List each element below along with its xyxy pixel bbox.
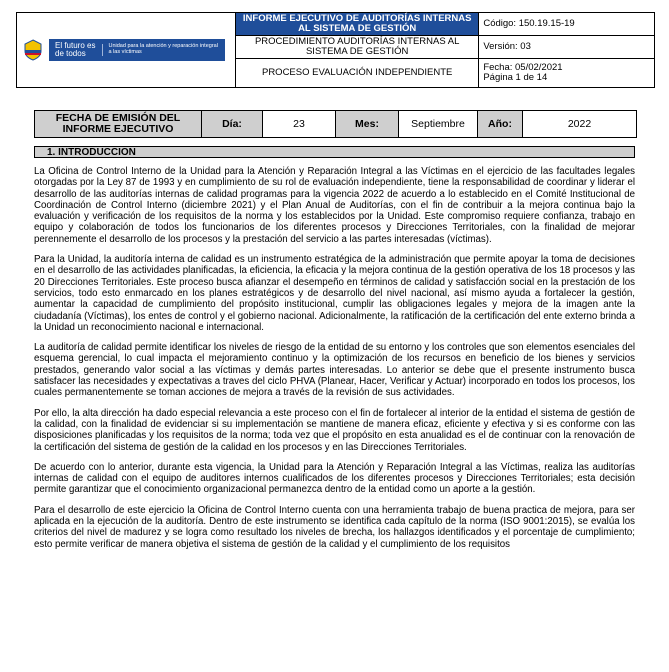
paragraph: Para el desarrollo de este ejercicio la Oficina de Control Interno cuenta con una herramienta trabajo de buena practica de mejora, para ser aplicada en la ejecución de la auditoría. Dentro de este instrumento se identifica cada capítulo de la norma (ISO 9001:2015), se evalúa los criterios del nivel de madurez y se logra como resultado los niveles de brecha, los hallazgos identificados y el porcentaje de cumplimiento; esto permite verificar de manera objetiva el sistema de gestión de la calidad y el cumplimiento de los requisitos (34, 504, 635, 550)
section-heading: 1. INTRODUCCION (34, 146, 635, 158)
brand-line: El futuro es de todos (55, 41, 96, 58)
month-value: Septiembre (399, 111, 478, 138)
paragraph: De acuerdo con lo anterior, durante esta vigencia, la Unidad para la Atención y Reparación Integral a las Víctimas, realiza las auditorías internas de calidad con el equipo de auditores internos cualificados de los diferentes procesos y Direcciones Territoriales; esta decisión permite garantizar que el conocimiento organizacional permanezca dentro de la entidad como un aporte a la gestión. (34, 461, 635, 496)
document-header (16, 12, 655, 88)
year-label: Año: (478, 111, 523, 138)
day-label: Día: (202, 111, 263, 138)
date-page-cell (479, 59, 655, 88)
procedure-name: PROCEDIMIENTO AUDITORÍAS INTERNAS AL SISTEMA DE GESTIÓN (236, 36, 479, 59)
paragraph: La Oficina de Control Interno de la Unidad para la Atención y Reparación Integral a las Víctimas en el ejercicio de las facultades legales otorgadas por la Ley 87 de 1993 y en cumplimiento de su rol de evaluación independiente, tiene la responsabilidad de coordinar y liderar el desarrollo de las auditorías internas de calidad programas para la vigencia 2022 de acuerdo a lo establecido en el Comité Institucional de Coordinación de Control Interno (diciembre 2021) y el Plan Anual de Auditorías, con el fin de contribuir a la mejora continua bajo la evaluación y verificación de los requisitos de la norma y los establecidos por la Unidad. Este compromiso requiere confianza, trabajo en equipo y colaboración de todos los funcionarios de los diferentes procesos y Direcciones Territoriales, con la finalidad de mejorar perennemente el desarrollo de los procesos y la prestación del servicio a las partes interesadas (víctimas). (34, 166, 635, 245)
year-value: 2022 (523, 111, 637, 138)
colombia-seal-icon (23, 39, 43, 61)
paragraph: Por ello, la alta dirección ha dado especial relevancia a este proceso con el fin de fortalecer al interior de la entidad el sistema de gestión de la calidad, con la finalidad de evidenciar si su implementación se mantiene de manera eficaz, eficiente y efectiva y si es conforme con las disposiciones planificadas y los requisitos de la norma; toda vez que el propósito en esta anualidad es el de continuar con la renovación de la certificación del sistema de gestión de la calidad en los procesos y en las Direcciones Territoriales. (34, 407, 635, 453)
document-code: Código: 150.19.15-19 (479, 13, 655, 36)
paragraph: Para la Unidad, la auditoría interna de calidad es un instrumento estratégica de la administración que permite apoyar la toma de decisiones en el desarrollo de las actividades planificadas, la eficiencia, la eficacia y la mejora continua de la gestión operativa de los 18 procesos y las 20 Direcciones Territoriales. Este proceso busca afianzar el desempeño en términos de calidad y satisfacción social en la prestación de los servicios, todo esto enmarcado en los planes estratégicos y de desarrollo del nivel nacional, así mismo ayuda a fortalecer la gestión, aumentar la capacidad de cumplimiento del propósito institucional, cumplir las obligaciones legales y mejora de la imagen ante la ciudadanía (Víctimas), los entes de control y el gobierno nacional. Adicionalmente, la ratificación de la certificación del ente externo brinda a la Unidad un reconocimiento nacional e internacional. (34, 254, 635, 333)
process-name: PROCESO EVALUACIÓN INDEPENDIENTE (236, 59, 479, 88)
paragraph: La auditoría de calidad permite identificar los niveles de riesgo de la entidad de su entorno y los controles que son elementos esenciales del esquema gerencial, lo cual impacta el mejoramiento continuo y la optimización de los recursos en beneficio de los bienes y servicios prestados, generando valor social a las víctimas y demás partes interesadas. Lo anterior se debe que el presente instrumento busca satisfacer las necesidades y expectativas a traves del ciclo PHVA (Planear, Hacer, Verificar y Actuar) incorporado en todos los procesos, los cuales permanentemente se toman acciones de mejora a través de la revisión de sus actividades. (34, 342, 635, 399)
introduction-body (34, 166, 635, 559)
brand-banner (49, 39, 225, 61)
day-value: 23 (263, 111, 336, 138)
issue-date-table (34, 110, 637, 138)
unit-line: Unidad para la atención y reparación integral a las víctimas (102, 44, 219, 56)
document-version: Versión: 03 (479, 36, 655, 59)
logo-cell (17, 13, 236, 88)
document-date: Fecha: 05/02/2021 (483, 61, 563, 73)
report-title: INFORME EJECUTIVO DE AUDITORÍAS INTERNAS AL SISTEMA DE GESTIÓN (236, 13, 479, 36)
month-label: Mes: (336, 111, 399, 138)
issue-date-label: FECHA DE EMISIÓN DEL INFORME EJECUTIVO (35, 111, 202, 138)
page-number: Página 1 de 14 (483, 72, 548, 83)
